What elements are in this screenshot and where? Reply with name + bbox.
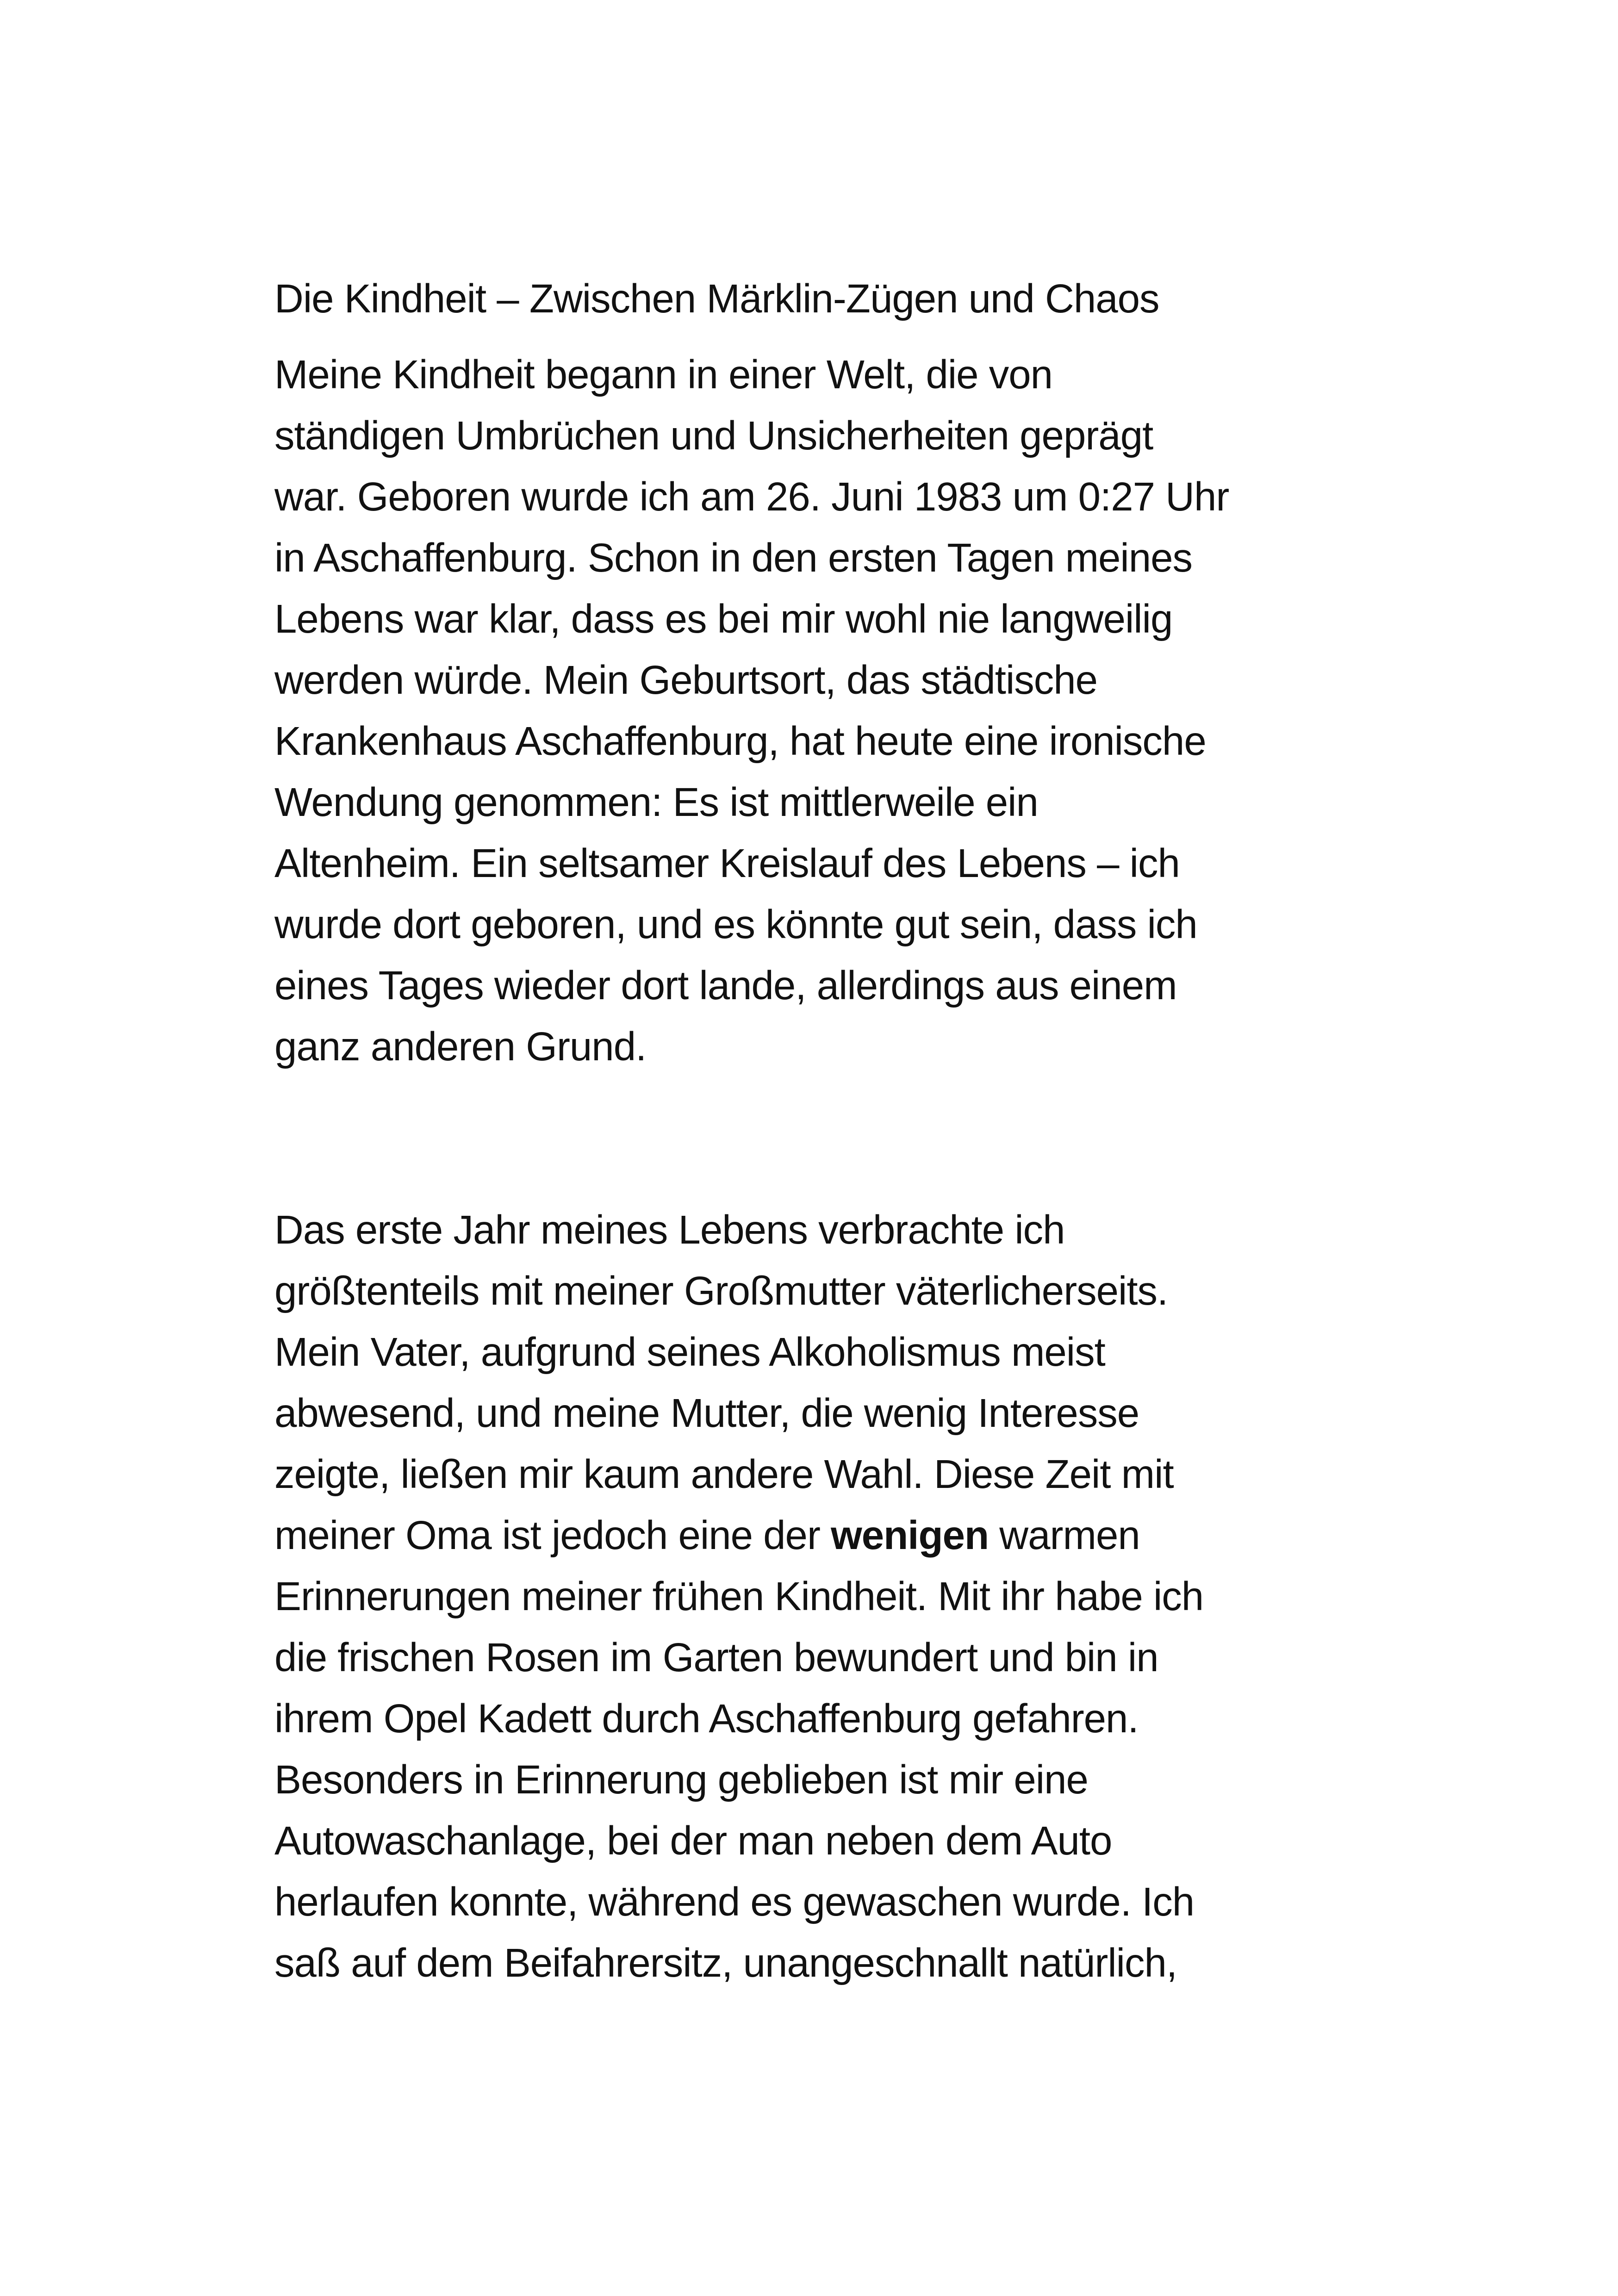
paragraph-grandmother-text-end: warmen Erinnerungen meiner frühen Kindheit. Mit ihr habe ich die frischen Rosen im Garten bewundert und bin in ihrem Opel Kadett durch Aschaffenburg gefahren. Besonders in Erinnerung geblieben ist mir eine Autowaschanlage, bei der man neben dem Auto herlaufen konnte, während es gewaschen wurde. Ich saß auf dem Beifahrersitz, unangeschnallt natürlich, — [274, 1513, 1204, 1985]
paragraph-grandmother-text-start: Das erste Jahr meines Lebens verbrachte ich größtenteils mit meiner Großmutter väterlicherseits. Mein Vater, aufgrund seines Alkoholismus meist abwesend, und meine Mutter, die wenig Interesse zeigte, ließen mir kaum andere Wahl. Diese Zeit mit meiner Oma ist jedoch eine der — [274, 1207, 1174, 1558]
paragraph-grandmother — [274, 1200, 1376, 1994]
paragraph-birth: Meine Kindheit begann in einer Welt, die von ständigen Umbrüchen und Unsicherheiten geprägt war. Geboren wurde ich am 26. Juni 1983 um 0:27 Uhr in Aschaffenburg. Schon in den ersten Tagen meines Lebens war klar, dass es bei mir wohl nie langweilig werden würde. Mein Geburtsort, das städtische Krankenhaus Aschaffenburg, hat heute eine ironische Wendung genommen: Es ist mittlerweile ein Altenheim. Ein seltsamer Kreislauf des Lebens – ich wurde dort geboren, und es könnte gut sein, dass ich eines Tages wieder dort lande, allerdings aus einem ganz anderen Grund. — [274, 352, 1229, 1069]
chapter-heading: Die Kindheit – Zwischen Märklin-Zügen und Chaos — [274, 276, 1159, 321]
document-body — [274, 268, 1376, 1994]
emphasized-word: wenigen — [831, 1513, 989, 1558]
